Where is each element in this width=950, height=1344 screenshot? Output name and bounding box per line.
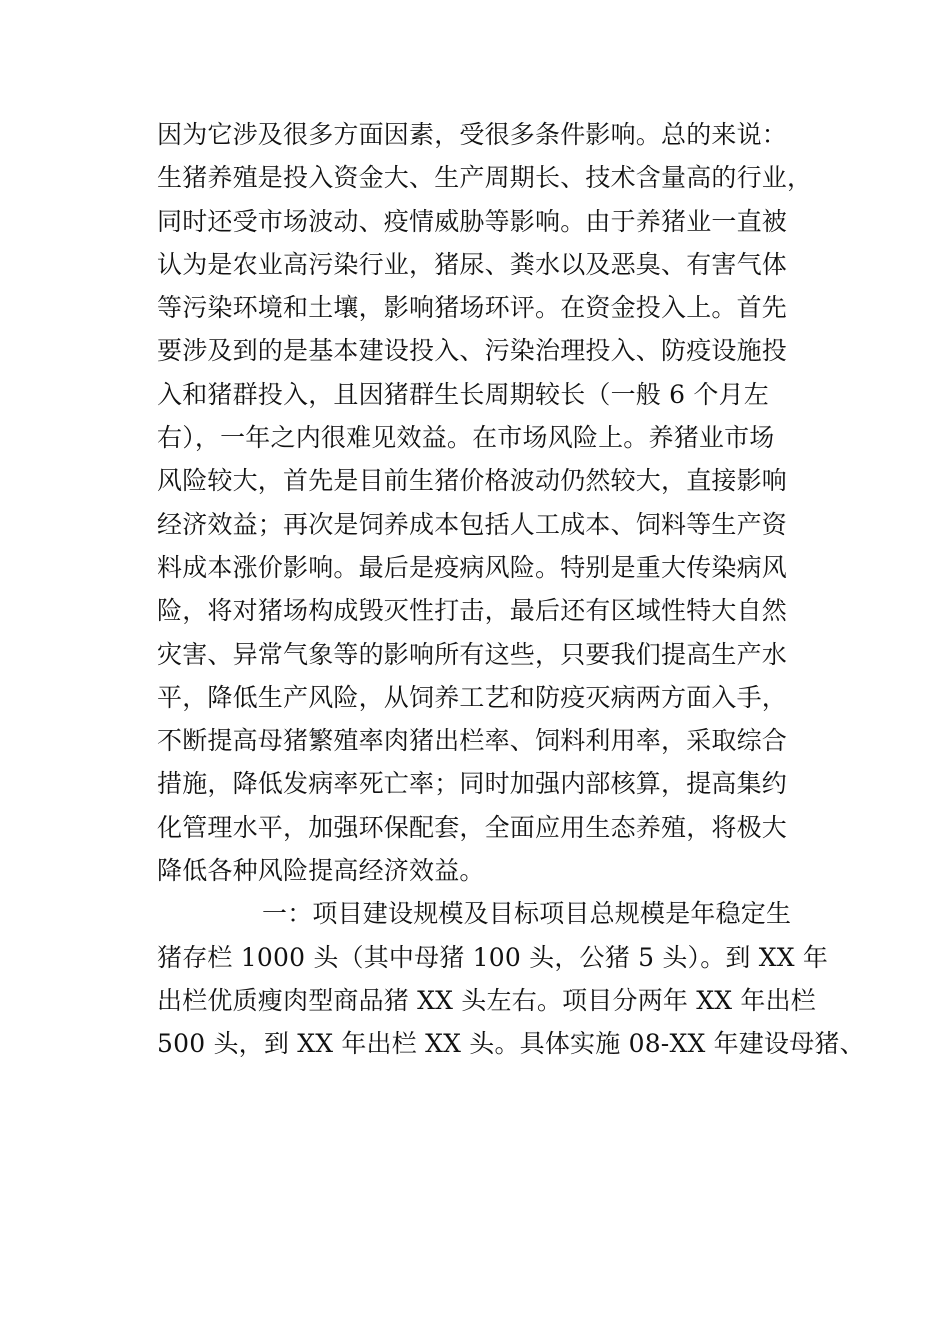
text-line: 料成本涨价影响。最后是疫病风险。特别是重大传染病风 — [157, 552, 788, 582]
text-line: 生猪养殖是投入资金大、生产周期长、技术含量高的行业， — [157, 163, 813, 193]
text-line: 猪存栏 1000 头（其中母猪 100 头，公猪 5 头）。到 XX 年 — [157, 942, 829, 972]
paragraph-1 — [157, 113, 817, 892]
text-line: 平，降低生产风险，从饲养工艺和防疫灭病两方面入手， — [157, 682, 788, 712]
text-line: 要涉及到的是基本建设投入、污染治理投入、防疫设施投 — [157, 336, 788, 366]
text-line: 500 头，到 XX 年出栏 XX 头。具体实施 08-XX 年建设母猪、 — [157, 1029, 865, 1059]
text-line: 不断提高母猪繁殖率肉猪出栏率、饲料利用率，采取综合 — [157, 726, 788, 756]
text-line: 同时还受市场波动、疫情威胁等影响。由于养猪业一直被 — [157, 206, 788, 236]
text-line: 措施，降低发病率死亡率；同时加强内部核算，提高集约 — [157, 769, 788, 799]
text-line: 经济效益；再次是饲养成本包括人工成本、饲料等生产资 — [157, 509, 788, 539]
text-line: 险，将对猪场构成毁灭性打击，最后还有区域性特大自然 — [157, 596, 788, 626]
text-line: 化管理水平，加强环保配套，全面应用生态养殖，将极大 — [157, 812, 788, 842]
text-line: 认为是农业高污染行业，猪尿、粪水以及恶臭、有害气体 — [157, 249, 788, 279]
paragraph-2 — [157, 892, 865, 1065]
text-line: 因为它涉及很多方面因素，受很多条件影响。总的来说： — [157, 120, 788, 149]
document-body — [157, 113, 865, 1066]
text-line: 入和猪群投入，且因猪群生长周期较长（一般 6 个月左 — [157, 379, 770, 409]
text-line: 灾害、异常气象等的影响所有这些，只要我们提高生产水 — [157, 639, 788, 669]
text-line: 等污染环境和土壤，影响猪场环评。在资金投入上。首先 — [157, 293, 788, 323]
text-line: 右），一年之内很难见效益。在市场风险上。养猪业市场 — [157, 423, 775, 453]
text-line: 出栏优质瘦肉型商品猪 XX 头左右。项目分两年 XX 年出栏 — [157, 985, 816, 1015]
text-line: 风险较大，首先是目前生猪价格波动仍然较大，直接影响 — [157, 466, 788, 496]
text-line: 降低各种风险提高经济效益。 — [157, 856, 485, 886]
text-line: 一：项目建设规模及目标项目总规模是年稳定生 — [262, 899, 792, 929]
